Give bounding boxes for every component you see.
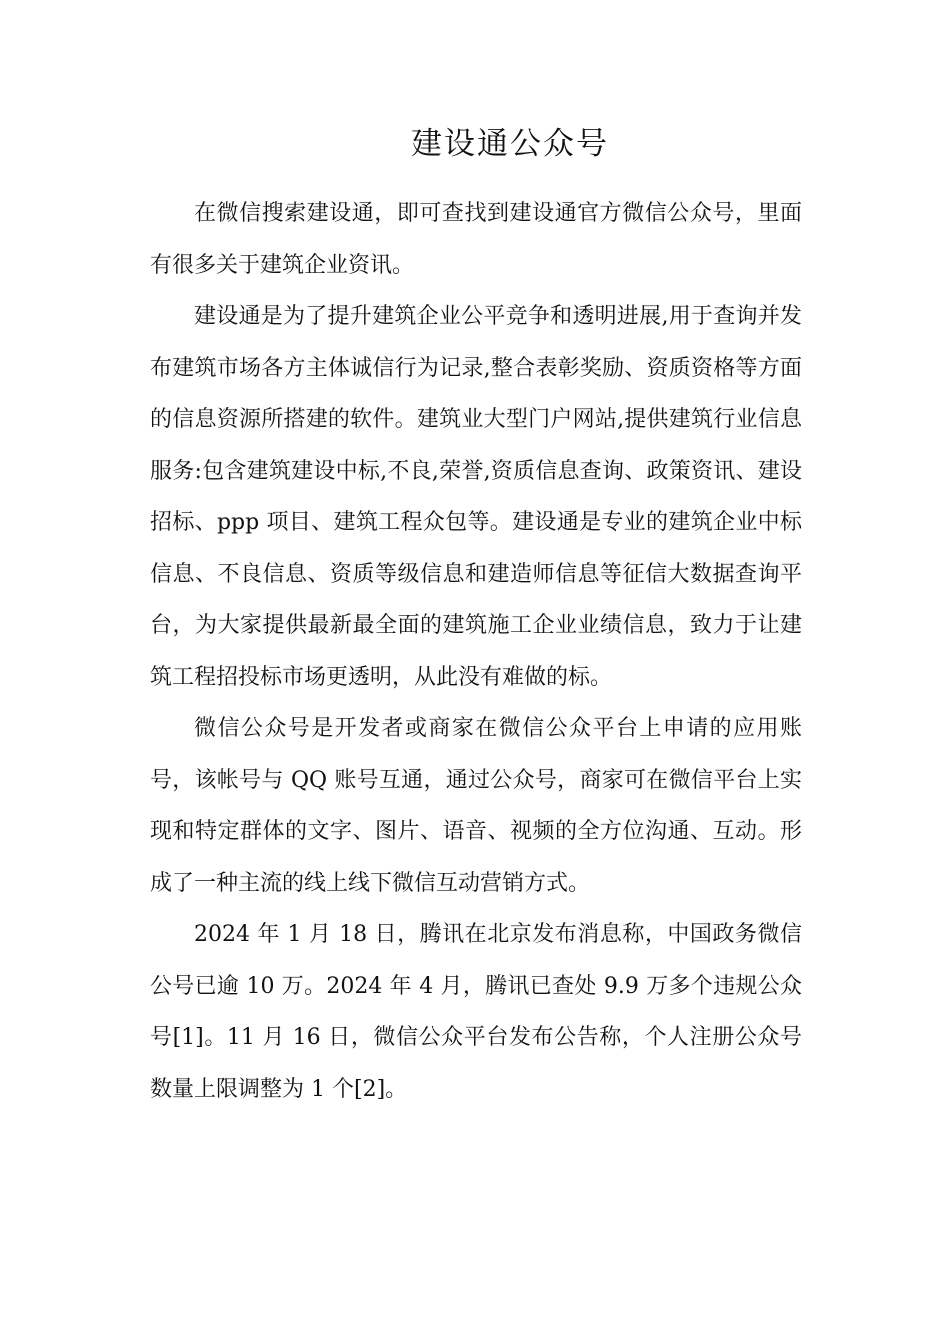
paragraph-statistics: 2024 年 1 月 18 日，腾讯在北京发布消息称，中国政务微信公号已逾 10 万。2024 年 4 月，腾讯已查处 9.9 万多个违规公众号[1]。11 月 16 日，微信公众平台发布公告称，个人注册公众号数量上限调整为 1 个[2]。 <box>150 922 802 1102</box>
paragraph-jianshetong-intro: 建设通是为了提升建筑企业公平竞争和透明进展,用于查询并发布建筑市场各方主体诚信行为记录,整合表彰奖励、资质资格等方面的信息资源所搭建的软件。建筑业大型门户网站,提供建筑行业信息服务:包含建筑建设中标,不良,荣誉,资质信息查询、政策资讯、建设招标、ppp 项目、建筑工程众包等。建设通是专业的建筑企业中标信息、不良信息、资质等级信息和建造师信息等征信大数据查询平台，为大家提供最新最全面的建筑施工企业业绩信息，致力于让建筑工程招投标市场更透明，从此没有难做的标。 <box>150 304 802 690</box>
paragraph-search-wechat: 在微信搜索建设通，即可查找到建设通官方微信公众号，里面有很多关于建筑企业资讯。 <box>150 201 802 278</box>
document-title: 建设通公众号 <box>411 126 609 162</box>
paragraph-wechat-official-account: 微信公众号是开发者或商家在微信公众平台上申请的应用账号，该帐号与 QQ 账号互通，通过公众号，商家可在微信平台上实现和特定群体的文字、图片、语音、视频的全方位沟通、互动。形成了一种主流的线上线下微信互动营销方式。 <box>150 716 802 896</box>
document-body <box>150 188 802 1115</box>
